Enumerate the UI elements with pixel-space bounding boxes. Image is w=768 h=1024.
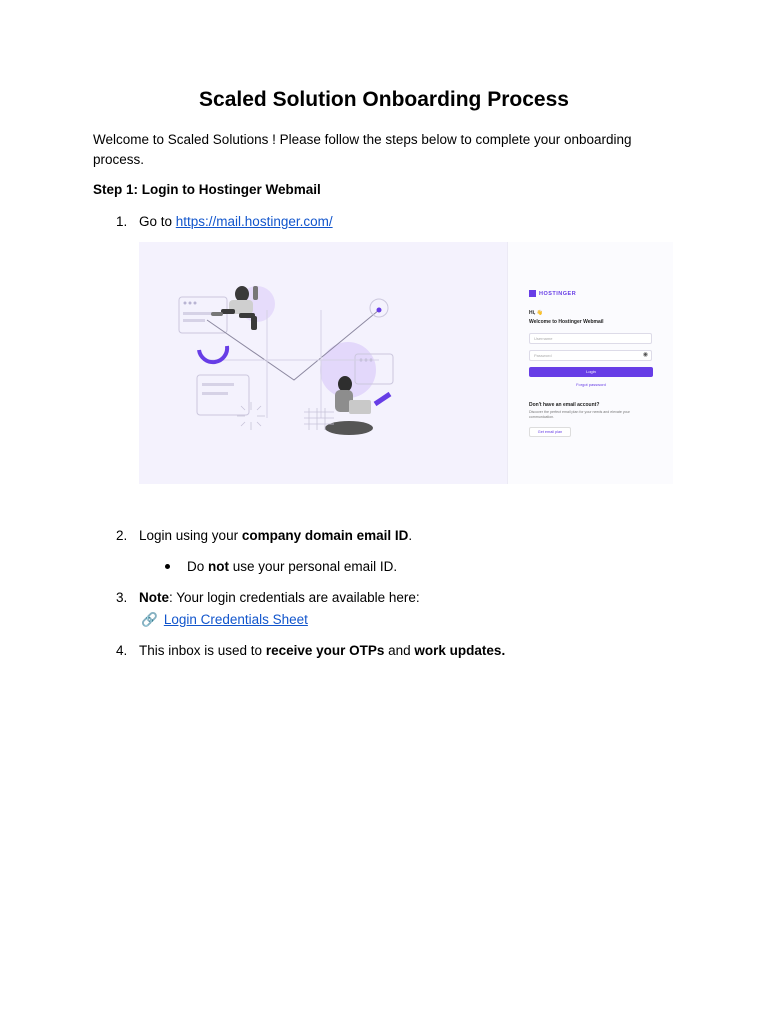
username-field[interactable]: Username: [529, 333, 652, 344]
illustration: [139, 242, 507, 484]
illustration-panel: [139, 242, 507, 484]
list-number: 4.: [116, 643, 128, 658]
sub-bullet: [165, 557, 397, 577]
step1-heading: Step 1: Login to Hostinger Webmail: [93, 182, 321, 197]
list-suffix: : Your login credentials are available here:: [169, 590, 420, 605]
list-bold: work updates.: [414, 643, 506, 658]
note-bold: Note: [139, 590, 169, 605]
bullet-prefix: Do: [187, 559, 209, 574]
list-text: [139, 212, 333, 232]
list-text: [139, 588, 420, 608]
bullet-bold: not: [208, 559, 230, 574]
discover-text: Discover the perfect email plan for your needs and elevate your communication.: [529, 410, 630, 419]
forgot-password-link[interactable]: Forgot password: [576, 382, 606, 387]
password-field[interactable]: [529, 350, 652, 361]
list-number: 1.: [116, 214, 128, 229]
page-title: Scaled Solution Onboarding Process: [199, 88, 569, 111]
hostinger-logo-icon: [529, 290, 536, 297]
greeting: Hi, 👋: [529, 310, 544, 316]
hostinger-mail-link[interactable]: https://mail.hostinger.com/: [175, 214, 333, 229]
list-bold: company domain email ID: [241, 528, 409, 543]
list-mid: and: [384, 643, 415, 658]
list-text: [139, 526, 412, 546]
hostinger-logo: [529, 290, 576, 297]
login-credentials-link[interactable]: Login Credentials Sheet: [163, 612, 308, 627]
login-panel: [507, 242, 673, 484]
bullet-suffix: use your personal email ID.: [229, 559, 398, 574]
hostinger-login-screenshot: [139, 242, 673, 484]
credentials-link-row: [141, 610, 308, 630]
password-placeholder: Password: [534, 353, 552, 358]
link-icon: 🔗: [141, 612, 158, 627]
login-button[interactable]: Login: [529, 367, 653, 377]
list-bold: receive your OTPs: [265, 643, 385, 658]
welcome-text: Welcome to Hostinger Webmail: [529, 319, 604, 325]
no-account-heading: Don't have an email account?: [529, 402, 600, 408]
list-number: 2.: [116, 528, 128, 543]
bullet-dot-icon: [165, 564, 170, 569]
list-prefix: This inbox is used to: [139, 643, 266, 658]
brand-text: HOSTINGER: [539, 290, 577, 297]
list-suffix: .: [408, 528, 413, 543]
get-email-plan-button[interactable]: Get email plan: [529, 427, 571, 437]
list-prefix: Login using your: [139, 528, 242, 543]
intro-paragraph: Welcome to Scaled Solutions ! Please follow the steps below to complete your onboarding process.: [93, 132, 632, 167]
list-prefix: Go to: [139, 214, 176, 229]
list-text: [139, 641, 505, 661]
eye-icon[interactable]: ◉: [642, 352, 648, 358]
list-number: 3.: [116, 590, 128, 605]
